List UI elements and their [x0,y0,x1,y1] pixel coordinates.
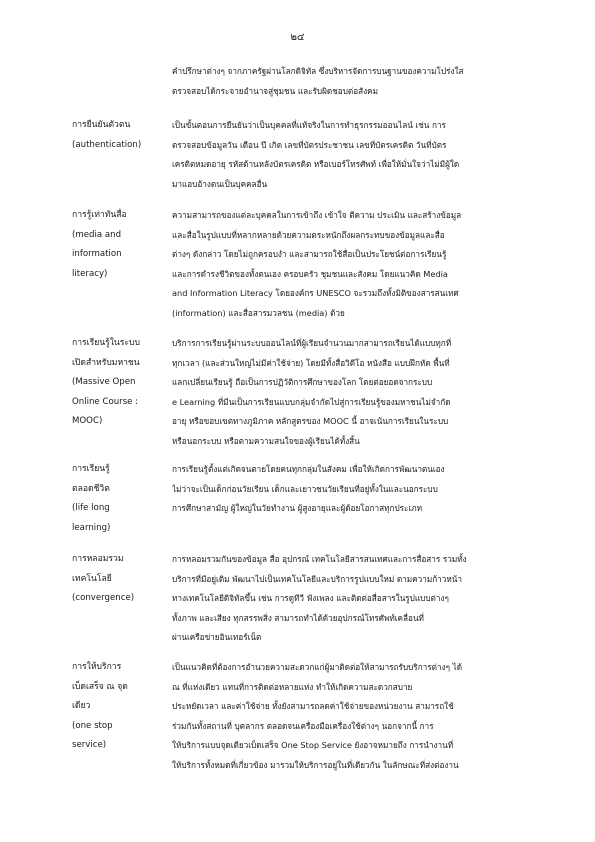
text-line: คำปรึกษาต่างๆ จากภาครัฐผ่านโลกดิจิทัล ซึ่งบริหารจัดการบนฐานของความโปร่งใส [172,66,464,76]
term-line: service) [72,740,107,750]
text-line: ไม่ว่าจะเป็นเด็กก่อนวัยเรียน เด็กและเยาวชนวัยเรียนที่อยู่ทั้งในและนอกระบบ [172,483,438,494]
term-line: การยืนยันตัวตน [72,120,131,130]
text-line: ตรวจสอบได้กระจายอำนาจสู่ชุมชน และรับผิดชอบต่อสังคม [172,85,378,96]
glossary-term [72,206,164,284]
text-line: การเรียนรู้ตั้งแต่เกิดจนตายโดยคนทุกกลุ่มในสังคม เพื่อให้เกิดการพัฒนาตนเอง [172,464,445,474]
term-line: เทคโนโลยี [72,573,112,584]
term-line: literacy) [72,268,108,279]
glossary-definition [172,116,534,194]
page-number: ๒๔ [290,32,305,43]
text-line: ผ่านเครือข่ายอินเทอร์เน็ต [172,632,262,642]
text-line: อายุ หรือขอบเขตทางภูมิภาค หลักสูตรของ MOOC นี้ อาจเน้นการเรียนในระบบ [172,416,449,426]
term-line: เดียว [72,701,91,711]
text-line: ความสามารถของแต่ละบุคคลในการเข้าถึง เข้าใจ ตีความ ประเมิน และสร้างข้อมูล [172,210,462,220]
term-line: การหลอมรวม [72,554,124,564]
term-line: การรู้เท่าทันสื่อ [72,210,127,220]
glossary-definition [172,460,534,519]
term-line: (media and [72,229,122,240]
term-line: (Massive Open [72,377,136,387]
text-line: ณ ที่แห่งเดียว แทนที่การติดต่อหลายแห่ง ทำให้เกิดความสะดวกสบาย [172,681,413,692]
term-line: MOOC) [72,416,103,426]
term-line: (authentication) [72,139,142,150]
term-line: การเรียนรู้ในระบบ [72,338,140,348]
text-line: ตรวจสอบข้อมูลวัน เดือน ปี เกิด เลขที่บัตรประชาชน เลขที่บัตรเครดิต วันที่บัตร [172,139,447,150]
term-line: การเรียนรู้ [72,464,110,474]
glossary-term [72,460,164,538]
text-line: เครดิตหมดอายุ รหัสด้านหลังบัตรเครดิต หรือเบอร์โทรศัพท์ เพื่อให้มั่นใจว่าไม่มีผู้ใด [172,159,460,169]
glossary-definition [172,658,534,775]
glossary-term [72,550,164,609]
term-line: (one stop [72,720,113,731]
text-line: บริการการเรียนรู้ผ่านระบบออนไลน์ที่ผู้เรียนจำนวนมากสามารถเรียนได้แบบทุกที่ [172,338,452,348]
text-line: ให้บริการแบบจุดเดียวเบ็ดเสร็จ One Stop Service ยังอาจหมายถึง การนำงานที่ [172,740,454,750]
glossary-definition [172,334,534,451]
text-line: and Information Literacy โดยองค์กร UNESCO จะรวมถึงทั้งมิติของสารสนเทศ [172,288,459,298]
text-line: ต่างๆ ดังกล่าว โดยไม่ถูกครอบงำ และสามารถใช้สื่อเป็นประโยชน์ต่อการเรียนรู้ [172,249,447,259]
term-line: information [72,249,122,259]
term-line: (convergence) [72,593,135,603]
glossary-term [72,116,164,155]
text-line: บริการที่มีอยู่เดิม พัฒนาไปเป็นเทคโนโลยีและบริการรูปแบบใหม่ ตามความก้าวหน้า [172,573,462,584]
glossary-definition [172,550,534,648]
text-line: ทั้งภาพ และเสียง ทุกสรรพสิ่ง สามารถทำได้ด้วยอุปกรณ์โทรศัพท์เคลื่อนที่ [172,612,424,623]
glossary-definition [172,206,534,323]
term-line: learning) [72,522,111,533]
text-line: ร่วมกันทั้งสถานที่ บุคลากร ตลอดจนเครื่องมือเครื่องใช้ต่างๆ นอกจากนี้ การ [172,720,434,731]
text-line: เป็นแนวคิดที่ต้องการอำนวยความสะดวกแก่ผู้มาติดต่อให้สามารถรับบริการต่างๆ ได้ [172,662,463,672]
text-line: (information) และสื่อสารมวลชน (media) ด้วย [172,307,345,318]
text-line: ให้บริการทั้งหมดที่เกี่ยวข้อง มารวมให้บริการอยู่ในที่เดียวกัน ในลักษณะที่ส่งต่องาน [172,759,459,770]
glossary-term [72,334,164,432]
term-line: (life long [72,503,110,513]
text-line: ประหยัดเวลา และค่าใช้จ่าย ทั้งยังสามารถลดค่าใช้จ่ายของหน่วยงาน สามารถใช้ [172,701,454,711]
term-line: ตลอดชีวิต [72,483,110,494]
term-line: Online Course : [72,396,139,407]
text-line: ทางเทคโนโลยีดิจิทัลขึ้น เช่น การดูทีวี ฟังเพลง และติดต่อสื่อสารในรูปแบบต่างๆ [172,593,449,603]
term-line: เบ็ดเสร็จ ณ จุด [72,681,128,692]
text-line: หรือนอกระบบ หรือตามความสนใจของผู้เรียนได้ทั้งสิ้น [172,435,360,446]
term-line: การให้บริการ [72,662,122,672]
text-line: การศึกษาสามัญ ผู้ใหญ่ในวัยทำงาน ผู้สูงอายุและผู้ด้อยโอกาสทุกประเภท [172,503,423,513]
text-line: เป็นขั้นตอนการยืนยันว่าเป็นบุคคลที่แท้จริงในการทำธุรกรรมออนไลน์ เช่น การ [172,120,446,130]
text-line: ทุกเวลา (และส่วนใหญ่ไม่มีค่าใช้จ่าย) โดยมีทั้งสื่อวิดีโอ หนังสือ แบบฝึกหัด พื้นที่ [172,357,450,368]
intro-paragraph [172,62,534,101]
text-line: และการดำรงชีวิตของทั้งตนเอง ครอบครัว ชุมชนและสังคม โดยแนวคิด Media [172,268,448,279]
text-line: e Learning ที่มีนเป็นการเรียนแบบกลุ่มจำกัดไปสู่การเรียนรู้ของมหาชนไม่จำกัด [172,396,451,407]
text-line: แลกเปลี่ยนเรียนรู้ ถือเป็นการปฏิวัติการศึกษาของโลก โดยต่อยอดจากระบบ [172,377,433,387]
text-line: การหลอมรวมกันของข้อมูล สื่อ อุปกรณ์ เทคโนโลยีสารสนเทศและการสื่อสาร รวมทั้ง [172,554,467,564]
glossary-term [72,658,164,756]
text-line: มาแอบอ้างตนเป็นบุคคลอื่น [172,178,268,189]
text-line: และสื่อในรูปแบบที่หลากหลายด้วยความตระหนักถึงผลกระทบของข้อมูลและสื่อ [172,229,445,240]
term-line: เปิดสำหรับมหาชน [72,357,140,368]
